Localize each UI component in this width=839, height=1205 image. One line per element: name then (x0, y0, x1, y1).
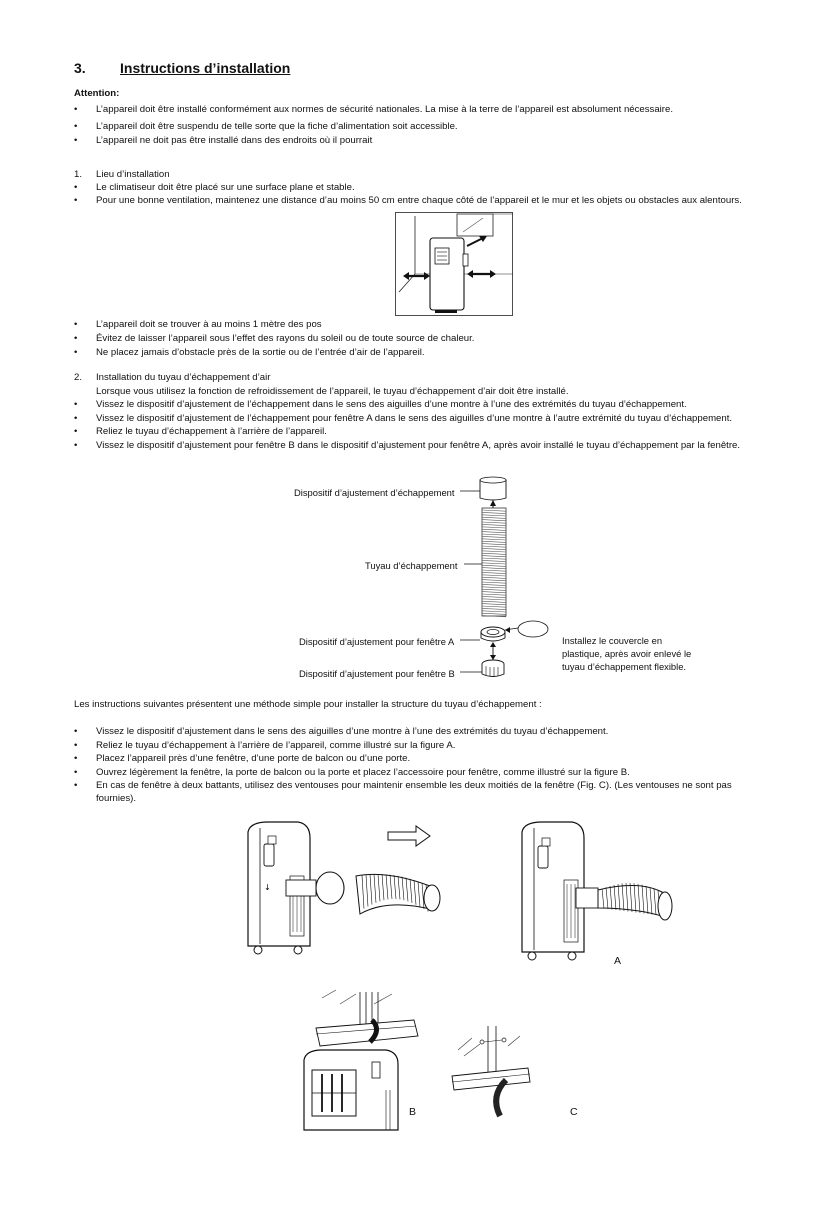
tuyau-list (74, 398, 740, 452)
label-hose: Tuyau d’échappement (365, 560, 458, 571)
label-window-a: Dispositif d’ajustement pour fenêtre A (299, 636, 455, 647)
list-item: • L’appareil doit se trouver à au moins 1 mètre des pos (74, 319, 322, 330)
simple-list (74, 725, 756, 805)
list-item: • L’appareil doit être installé conformément aux normes de sécurité nationales. La mise à la terre de l’appareil est absolument nécessaire. (74, 104, 674, 115)
attention-label: Attention: (74, 88, 120, 99)
list-item: • Ne placez jamais d’obstacle près de la sortie ou de l’entrée d’air de l’appareil. (74, 347, 425, 358)
window-mount-illustration (292, 990, 422, 1130)
list-item: • Le climatiseur doit être placé sur une surface plane et stable. (74, 182, 355, 193)
section-number: 3. (74, 60, 86, 76)
list-item: • L’appareil ne doit pas être installé dans des endroits où il pourrait (74, 135, 373, 146)
list-item: • Reliez le tuyau d’échappement à l’arrière de l’appareil. (74, 426, 327, 437)
list-item: • En cas de fenêtre à deux battants, utilisez des ventouses pour maintenir ensemble les deux moitiés de la fenêtre (Fig. C). (Les ventouses ne sont pas fournies). (74, 780, 732, 804)
list-item: • Vissez le dispositif d’ajustement pour fenêtre B dans le dispositif d’ajustement pour fenêtre A, après avoir installé le tuyau d’échappement par la fenêtre. (74, 439, 741, 451)
note-line-2: plastique, après avoir enlevé le (562, 648, 692, 659)
lieu-list (74, 181, 742, 207)
label-exhaust-adjuster: Dispositif d’ajustement d’échappement (294, 487, 455, 498)
figure-label-b: B (409, 1106, 417, 1118)
hose-attach-illustration (238, 818, 678, 968)
lieu-list-after (74, 318, 474, 359)
list-item: • Pour une bonne ventilation, maintenez une distance d’au moins 50 cm entre chaque côté de l’appareil et le mur et les objets ou obstacles aux alentours. (74, 195, 742, 206)
label-window-b: Dispositif d’ajustement pour fenêtre B (299, 668, 455, 679)
tuyau-heading: 2. Installation du tuyau d’échappement d’air (74, 372, 271, 383)
lieu-heading: 1. Lieu d’installation (74, 169, 170, 180)
list-item: • Reliez le tuyau d’échappement à l’arrière de l’appareil, comme illustré sur la figure A. (74, 739, 456, 751)
exhaust-hose-diagram (460, 472, 560, 682)
svg-text:↓: ↓ (264, 883, 271, 892)
note-line-3: tuyau d’échappement flexible. (562, 661, 687, 672)
list-item: • Vissez le dispositif d’ajustement dans le sens des aiguilles d’une montre à l’une des extrémités du tuyau d’échappement. (74, 726, 609, 737)
room-clearance-illustration (395, 212, 515, 316)
note-line-1: Installez le couvercle en (562, 635, 663, 646)
simple-intro: Les instructions suivantes présentent une méthode simple pour installer la structure du tuyau d’échappement : (74, 699, 542, 710)
list-item: • Ouvrez légèrement la fenêtre, la porte de balcon ou la porte et placez l’accessoire pour fenêtre, comme illustré sur la figure B. (74, 766, 630, 778)
figure-label-c: C (570, 1106, 578, 1118)
list-item: • Vissez le dispositif d’ajustement de l’échappement dans le sens des aiguilles d’une montre à l’une des extrémités du tuyau d’échappement. (74, 399, 687, 410)
attention-list (74, 103, 673, 147)
list-item: • L’appareil doit être suspendu de telle sorte que la fiche d’alimentation soit accessible. (74, 121, 458, 132)
suction-cups-illustration (450, 1020, 530, 1120)
list-item: • Vissez le dispositif d’ajustement de l’échappement pour fenêtre A dans le sens des aiguilles d’une montre à l’autre extrémité du tuyau d’échappement. (74, 412, 733, 424)
list-item: • Placez l’appareil près d’une fenêtre, d’une porte de balcon ou d’une porte. (74, 753, 411, 764)
figure-label-a: A (614, 955, 622, 967)
section-title-text: Instructions d’installation (120, 60, 291, 76)
loose-hose (356, 874, 440, 914)
tuyau-intro: Lorsque vous utilisez la fonction de refroidissement de l’appareil, le tuyau d’échappement d’air doit être installé. (96, 386, 569, 397)
section-title (74, 59, 290, 77)
list-item: • Évitez de laisser l’appareil sous l’effet des rayons du soleil ou de toute source de chaleur. (74, 333, 475, 344)
